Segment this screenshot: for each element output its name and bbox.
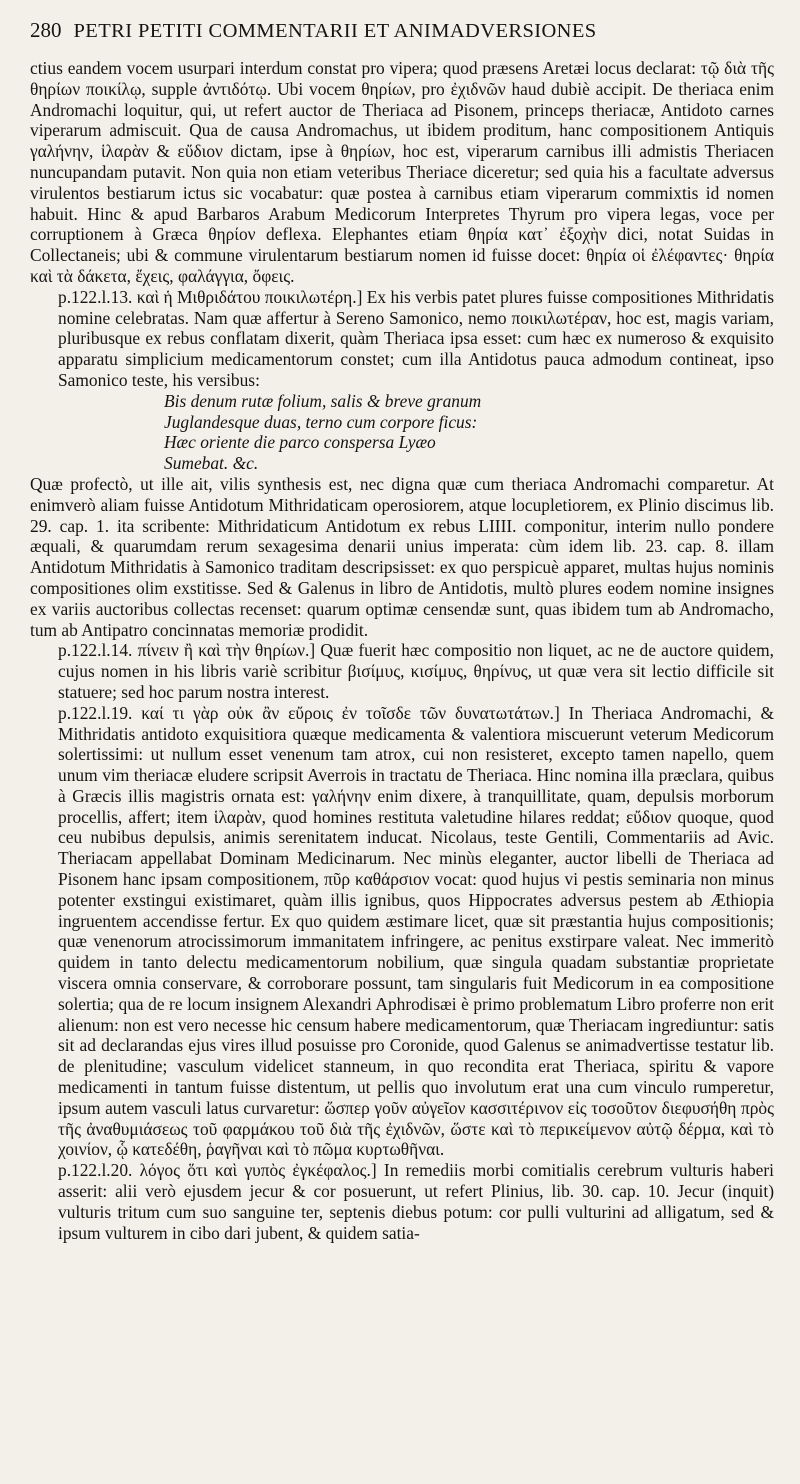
running-title: PETRI PETITI COMMENTARII ET ANIMADVERSIONES bbox=[73, 20, 597, 42]
verse-line: Juglandesque duas, terno cum corpore ficus: bbox=[164, 411, 478, 432]
paragraph: ctius eandem vocem usurpari interdum constat pro vipera; quod præsens Aretæi locus declarat: τῷ διὰ τῆς θηρίων ποικίλῳ, supple ἀντιδότῳ. Ubi vocem θηρίων, pro ἐχιδνῶν haud dubiè accipit. De theriaca enim Andromachi loquitur, qui, ut refert auctor de Theriaca ad Pisonem, princeps theriacæ, Antidoto carnes viperarum admiscuit. Qua de causa Andromachus, ut ibidem proditum, hanc compositionem Antiquis γαλήνην, ἱλαρὰν & εὔδιον dictam, ipse à θηρίων, hoc est, viperarum carnibus illi admistis Theriacen nuncupandam putavit. Non quia non etiam veteribus Theriace diceretur; sed quia his a facultate adversus virulentos bestiarum ictus sic vocabatur: quæ postea à carnibus etiam viperarum commixtis id nomen habuit. Hinc & apud Barbaros Arabum Medicorum Interpretes Thyrum pro vipera legas, voce per corruptionem à Græca θηρίον deflexa. Elephantes etiam θηρία κατ᾽ ἐξοχὴν dici, notat Suidas in Collectaneis; ubi & commune virulentarum bestiarum nomen id fuisse docet: θηρία οἱ ἐλέφαντες· θηρία καὶ τὰ δάκετα, ἔχεις, φαλάγγια, ὄφεις. bbox=[30, 58, 774, 286]
page-number: 280 bbox=[30, 18, 62, 42]
page-header bbox=[30, 18, 774, 58]
paragraph: p.122.l.20. λόγος ὅτι καὶ γυπὸς ἐγκέφαλος.] In remediis morbi comitialis cerebrum vulturis haberi asserit: alii verò ejusdem jecur & cor posuerunt, ut refert Plinius, lib. 30. cap. 10. Jecur (inquit) vulturis tritum cum suo sanguine ter, septenis diebus potum: cor pulli vulturini ad alligatum, sed & ipsum vulturem in cibo dari jubent, & quidem satia- bbox=[58, 1160, 774, 1243]
paragraph: Quæ profectò, ut ille ait, vilis synthesis est, nec digna quæ cum theriaca Andromachi comparetur. At enimverò aliam fuisse Antidotum Mithridaticam operosiorem, atque locupletiorem, ex Plinio discimus lib. 29. cap. 1. ita scribente: Mithridaticum Antidotum ex rebus LIIII. componitur, interim nullo pondere æquali, & quarumdam rerum sexagesima denarii unius imperata: cùm idem lib. 23. cap. 8. illam Antidotum Mithridatis à Samonico traditam descripsisset: ex quo perspicuè apparet, multas hujus nominis compositiones olim exstitisse. Sed & Galenus in libro de Antidotis, multò plures eodem nomine insignes ex variis auctoribus collectas recenset: quarum optimæ censendæ sunt, quas ibidem tum ab Andromacho, tum ab Antipatro concinnatas memoriæ prodidit. bbox=[30, 473, 774, 640]
paragraph: p.122.l.13. καὶ ἡ Μιθριδάτου ποικιλωτέρη.] Ex his verbis patet plures fuisse compositiones Mithridatis nomine celebratas. Nam quæ affertur à Sereno Samonico, nemo ποικιλωτέραν, hoc est, magis variam, pluribusque ex rebus conflatam dixerit, quàm Theriaca ipsa esset: cum hæc ex numeroso & exquisito apparatu simplicium medicamentorum constet; cum illa Antidotus pauca admodum contineat, ipso Samonico teste, his versibus: bbox=[58, 286, 774, 390]
verse-line: Sumebat. &c. bbox=[164, 453, 259, 474]
verse-line: Hæc oriente die parco conspersa Lyæo bbox=[164, 432, 436, 453]
paragraph: p.122.l.19. καί τι γὰρ οὐκ ἂν εὔροις ἐν τοῖσδε τῶν δυνατωτάτων.] In Theriaca Andromachi, & Mithridatis antidoto exquisitiora quæque medicamenta & valentiora miscuerunt veterum Medicorum solertissimi: ut nullum esset venenum tam atrox, cui non resisteret, excepto tamen napello, quem unum vim theriacæ eludere scripsit Averrois in tractatu de Theriaca. Hinc nomina illa præclara, quibus à Græcis illis magistris ornata est: γαλήνην enim dixere, à tranquillitate, quam, depulsis morborum procellis, affert; item ἱλαρὰν, quod homines restituta valetudine hilares reddat; εὔδιον quoque, quod ceu nubibus depulsis, animis serenitatem inducat. Nicolaus, teste Gentili, Commentariis ad Avic. Theriacam appellabat Dominam Medicinarum. Nec minùs eleganter, auctor libelli de Theriaca ad Pisonem hanc ipsam compositionem, πῦρ καθάρσιον vocat: quod hujus vi pestis seminaria non minus potenter exstingui existimaret, quàm illis ignibus, quos Hippocrates adversus pestem ab Æthiopia ingruentem accendisse fertur. Ex quo quidem æstimare licet, quæ sit præstantia hujus compositionis; quæ venenorum atrocissimorum immanitatem infringere, ac penitus exstirpare valeat. Nec immeritò quidem in tanto delectu medicamentorum nobilium, quæ singula quadam substantiæ proprietate viscera omnia conservare, & corroborare possunt, tam singularis fuit Medicorum in ea compositione solertia; qua de re locum insignem Alexandri Aphrodisæi è primo problematum Libro proferre non erit alienum: non est vero necesse hic censum habere medicamentorum, quæ Theriacam ingrediuntur: satis sit ad declarandas ejus vires illud posuisse pro Coronide, quod Galenus se animadvertisse testatur lib. de plenitudine; vasculum videlicet stanneum, in quo recondita erat Theriaca, spiritu & vapore medicamenti in tantum fuisse distentum, ut pellis quo involutum erat una cum vinculo rumperetur, ipsum autem vasculi latus curvaretur: ὥσπερ γοῦν αὐγεῖον κασσιτέρινον εἰς τοσοῦτον διεφυσήθη πρὸς τῆς ἀναθυμιάσεως τοῦ φαρμάκου τοῦ διὰ τῆς ἐχιδνῶν, ὥστε καὶ τὸ περικείμενον αὐτῷ δέρμα, καὶ τὸ χοινίον, ᾧ κατεδέθη, ῥαγῆναι καὶ τὸ πῶμα κυρτωθῆναι. bbox=[58, 702, 775, 1160]
page-body bbox=[30, 58, 774, 1243]
verse-block bbox=[164, 391, 774, 474]
verse-line: Bis denum rutæ folium, salis & breve granum bbox=[164, 390, 482, 411]
paragraph: p.122.l.14. πίνειν ἢ καὶ τὴν θηρίων.] Quæ fuerit hæc compositio non liquet, ac ne de auctore quidem, cujus nomen in his libris variè scribitur βισίμυς, κισίμυς, θηρίνυς, ut quæ vera sit lectio difficile sit statuere; sed hoc parum nostra interest. bbox=[58, 640, 774, 702]
